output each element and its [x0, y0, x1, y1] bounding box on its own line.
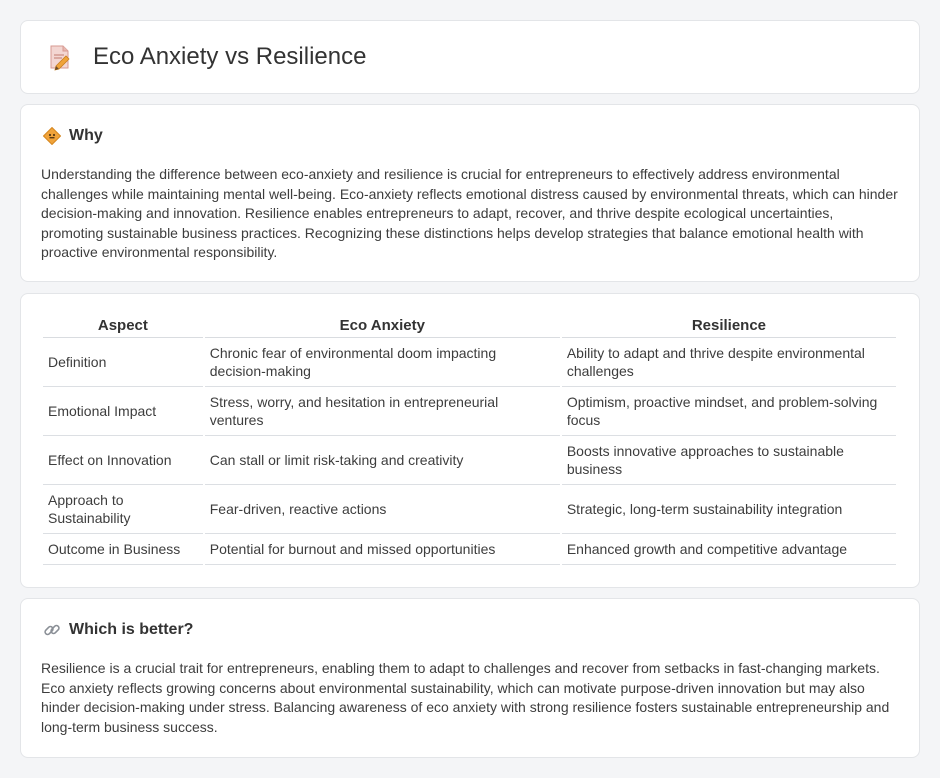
which-is-better-section — [20, 598, 920, 758]
cell-aspect: Emotional Impact — [43, 387, 203, 436]
cell-aspect: Outcome in Business — [43, 534, 203, 565]
comparison-section — [20, 293, 920, 588]
table-row — [43, 387, 896, 436]
better-heading — [43, 621, 193, 639]
cell-aspect: Approach to Sustainability — [43, 485, 203, 534]
cell-resilience: Enhanced growth and competitive advantage — [562, 534, 896, 565]
cell-eco-anxiety: Stress, worry, and hesitation in entrepreneurial ventures — [205, 387, 560, 436]
cell-aspect: Definition — [43, 338, 203, 387]
cell-eco-anxiety: Can stall or limit risk-taking and creativity — [205, 436, 560, 485]
cell-eco-anxiety: Fear-driven, reactive actions — [205, 485, 560, 534]
page-title: Eco Anxiety vs Resilience — [93, 43, 367, 70]
header-card — [20, 20, 920, 94]
better-title: Which is better? — [69, 621, 194, 638]
cell-resilience: Strategic, long-term sustainability integration — [562, 485, 896, 534]
link-icon — [43, 621, 61, 639]
cell-eco-anxiety: Potential for burnout and missed opportunities — [205, 534, 560, 565]
why-paragraph: Understanding the difference between eco-anxiety and resilience is crucial for entrepreneurs to effectively address environmental challenges while maintaining mental well-being. Eco-anxiety reflects emotional distress caused by environmental threats, which can hinder decision-making and innovation. Resilience enables entrepreneurs to adapt, recover, and thrive despite ecological uncertainties, promoting sustainable business practices. Recognizing these distinctions helps develop strategies that balance emotional health with proactive environmental responsibility. — [41, 166, 898, 261]
header-eco-anxiety: Eco Anxiety — [205, 316, 560, 338]
table-row — [43, 534, 896, 565]
document-pencil-icon — [47, 43, 73, 71]
cell-resilience: Optimism, proactive mindset, and problem-solving focus — [562, 387, 896, 436]
better-paragraph: Resilience is a crucial trait for entrepreneurs, enabling them to adapt to challenges and recover from setbacks in fast-changing markets. Eco anxiety reflects growing concerns about environmental sustainability, which can motivate purpose-driven innovation but may also hinder decision-making under stress. Balancing awareness of eco anxiety with strong resilience fosters sustainable entrepreneurship and long-term business success. — [41, 660, 890, 735]
why-title: Why — [69, 127, 103, 144]
cell-resilience: Boosts innovative approaches to sustainable business — [562, 436, 896, 485]
title-row — [47, 43, 366, 71]
diamond-sign-icon — [43, 127, 61, 145]
why-heading — [43, 127, 103, 145]
header-aspect: Aspect — [43, 316, 203, 338]
table-row — [43, 338, 896, 387]
comparison-table — [41, 316, 898, 565]
table-row — [43, 485, 896, 534]
header-resilience: Resilience — [562, 316, 896, 338]
cell-resilience: Ability to adapt and thrive despite environmental challenges — [562, 338, 896, 387]
why-section — [20, 104, 920, 282]
table-row — [43, 436, 896, 485]
table-header-row — [43, 316, 896, 338]
cell-aspect: Effect on Innovation — [43, 436, 203, 485]
cell-eco-anxiety: Chronic fear of environmental doom impacting decision-making — [205, 338, 560, 387]
